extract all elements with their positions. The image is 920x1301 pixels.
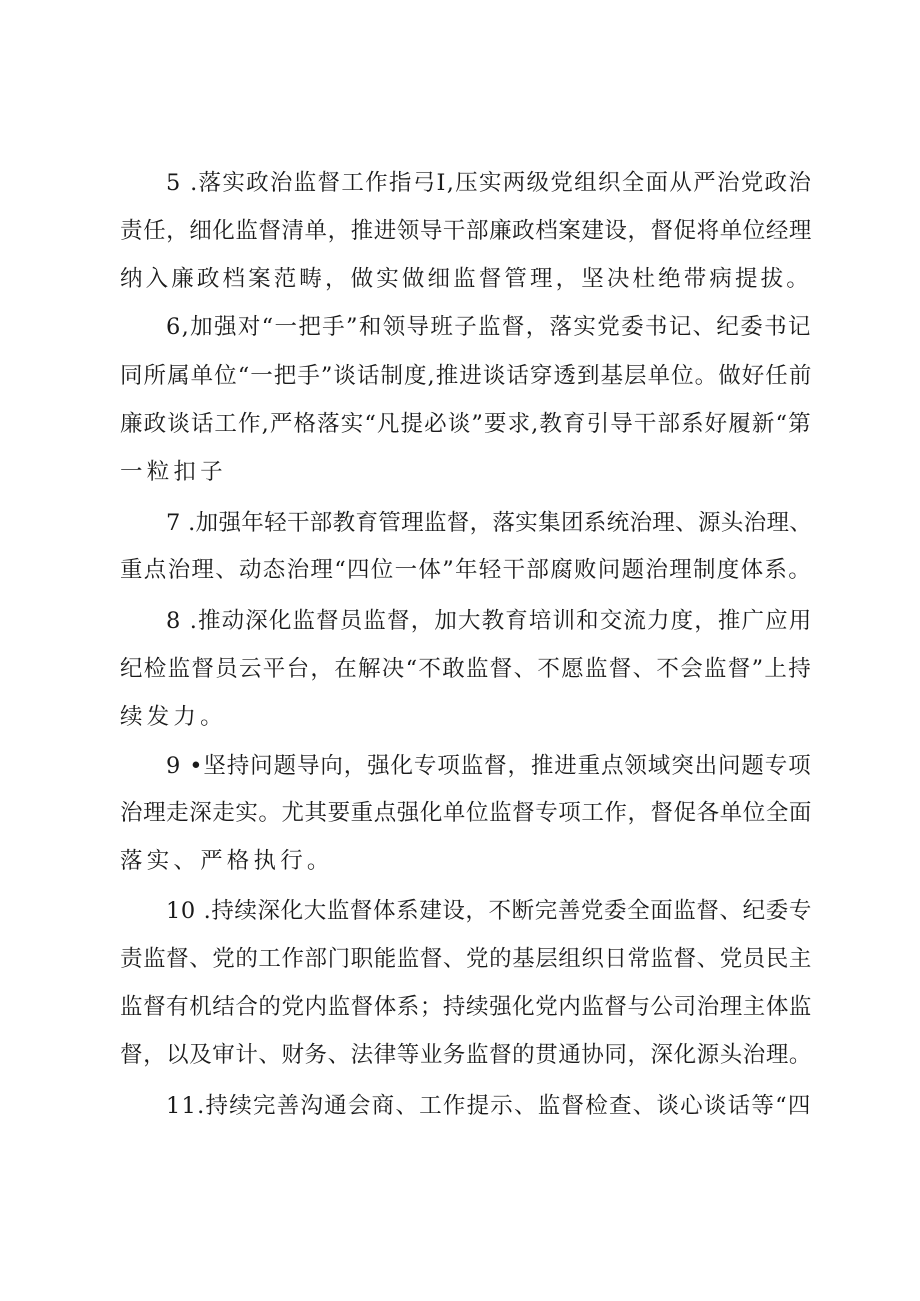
paragraph-line: 责任，细化监督清单，推进领导干部廉政档案建设，督促将单位经理 bbox=[120, 218, 813, 244]
paragraph-line: 督，以及审计、财务、法律等业务监督的贯通协同，深化源头治理。 bbox=[120, 1042, 813, 1068]
paragraph-line: 治理走深走实。尤其要重点强化单位监督专项工作，督促各单位全面 bbox=[120, 800, 813, 826]
paragraph-line: 9 •坚持问题导向，强化专项监督，推进重点领域突出问题专项 bbox=[166, 753, 812, 779]
paragraph-line: 落实、严格执行。 bbox=[120, 848, 334, 874]
paragraph-line: 一粒扣子 bbox=[120, 459, 227, 485]
paragraph-line: 责监督、党的工作部门职能监督、党的基层组织日常监督、党员民主 bbox=[120, 946, 813, 972]
paragraph-line: 纪检监督员云平台，在解决“不敢监督、不愿监督、不会监督”上持 bbox=[120, 656, 813, 682]
paragraph-line: 7 .加强年轻干部教育管理监督，落实集团系统治理、源头治理、 bbox=[166, 510, 813, 536]
paragraph-line: 11.持续完善沟通会商、工作提示、监督检查、谈心谈话等“四 bbox=[166, 1093, 812, 1119]
paragraph-line: 6,加强对“一把手”和领导班子监督，落实党委书记、纪委书记 bbox=[166, 314, 812, 340]
paragraph-line: 重点治理、动态治理“四位一体”年轻干部腐败问题治理制度体系。 bbox=[120, 557, 813, 583]
paragraph-line: 8 .推动深化监督员监督，加大教育培训和交流力度，推广应用 bbox=[166, 608, 813, 634]
paragraph-line: 纳入廉政档案范畴，做实做细监督管理，坚决杜绝带病提拔。 bbox=[120, 266, 812, 292]
paragraph-line: 10 .持续深化大监督体系建设，不断完善党委全面监督、纪委专 bbox=[166, 898, 812, 924]
paragraph-line: 续发力。 bbox=[120, 704, 227, 730]
paragraph-line: 廉政谈话工作,严格落实“凡提必谈”要求,教育引导干部系好履新“第 bbox=[120, 411, 812, 437]
paragraph-line: 5 .落实政治监督工作指弓I,压实两级党组织全面从严治党政治 bbox=[166, 170, 813, 196]
paragraph-line: 同所属单位“一把手”谈话制度,推进谈话穿透到基层单位。做好任前 bbox=[120, 363, 813, 389]
paragraph-line: 监督有机结合的党内监督体系；持续强化党内监督与公司治理主体监 bbox=[120, 994, 813, 1020]
